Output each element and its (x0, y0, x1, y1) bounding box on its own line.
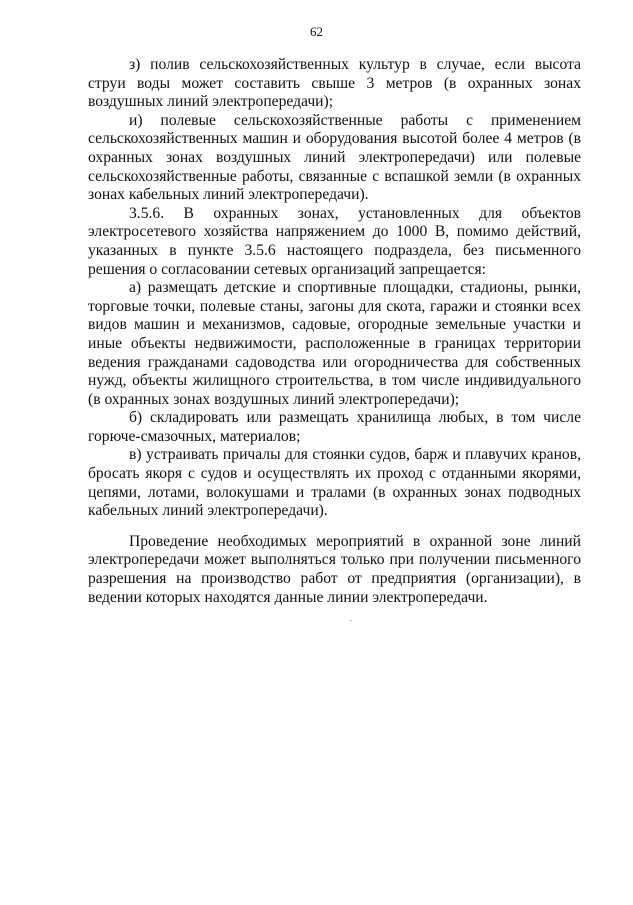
paragraph-item-b: б) складировать или размещать хранилища любых, в том числе горюче-смазочных, материалов; (88, 409, 581, 445)
paragraph-item-v: в) устраивать причалы для стоянки судов, барж и плавучих кранов, бросать якоря с судов и осуществлять их проход с отданными якорями, цепями, лотами, волокушами и тралами (в охранных зонах подводных кабельных линий электропередачи). (88, 446, 581, 520)
paragraph-item-i: и) полевые сельскохозяйственные работы с применением сельскохозяйственных машин и оборудования высотой более 4 метров (в охранных зонах воздушных линий электропередачи) или полевые сельскохозяйственные работы, связанные с вспашкой земли (в охранных зонах кабельных линий электропередачи). (88, 111, 581, 204)
paragraph-section-3-5-6: 3.5.6. В охранных зонах, установленных для объектов электросетевого хозяйства напряжением до 1000 В, помимо действий, указанных в пункте 3.5.6 настоящего подраздела, без письменного решения о согласовании сетевых организаций запрещается: (88, 204, 581, 278)
paragraph-conclusion: Проведение необходимых мероприятий в охранной зоне линий электропередачи может выполняться только при получении письменного разрешения на производство работ от предприятия (организации), в ведении которых находятся данные линии электропередачи. (88, 532, 581, 606)
page-number: 62 (310, 24, 323, 39)
document-body (88, 56, 581, 607)
paragraph-item-a: а) размещать детские и спортивные площадки, стадионы, рынки, торговые точки, полевые станы, загоны для скота, гаражи и стоянки всех видов машин и механизмов, садовые, огородные земельные участки и иные объекты недвижимости, расположенные в границах территории ведения гражданами садоводства или огородничества для собственных нужд, объекты жилищного строительства, в том числе индивидуального (в охранных зонах воздушных линий электропередачи); (88, 279, 581, 408)
scan-speck (350, 620, 352, 621)
paragraph-item-z: з) полив сельскохозяйственных культур в случае, если высота струи воды может составить свыше 3 метров (в охранных зонах воздушных линий электропередачи); (88, 56, 581, 111)
